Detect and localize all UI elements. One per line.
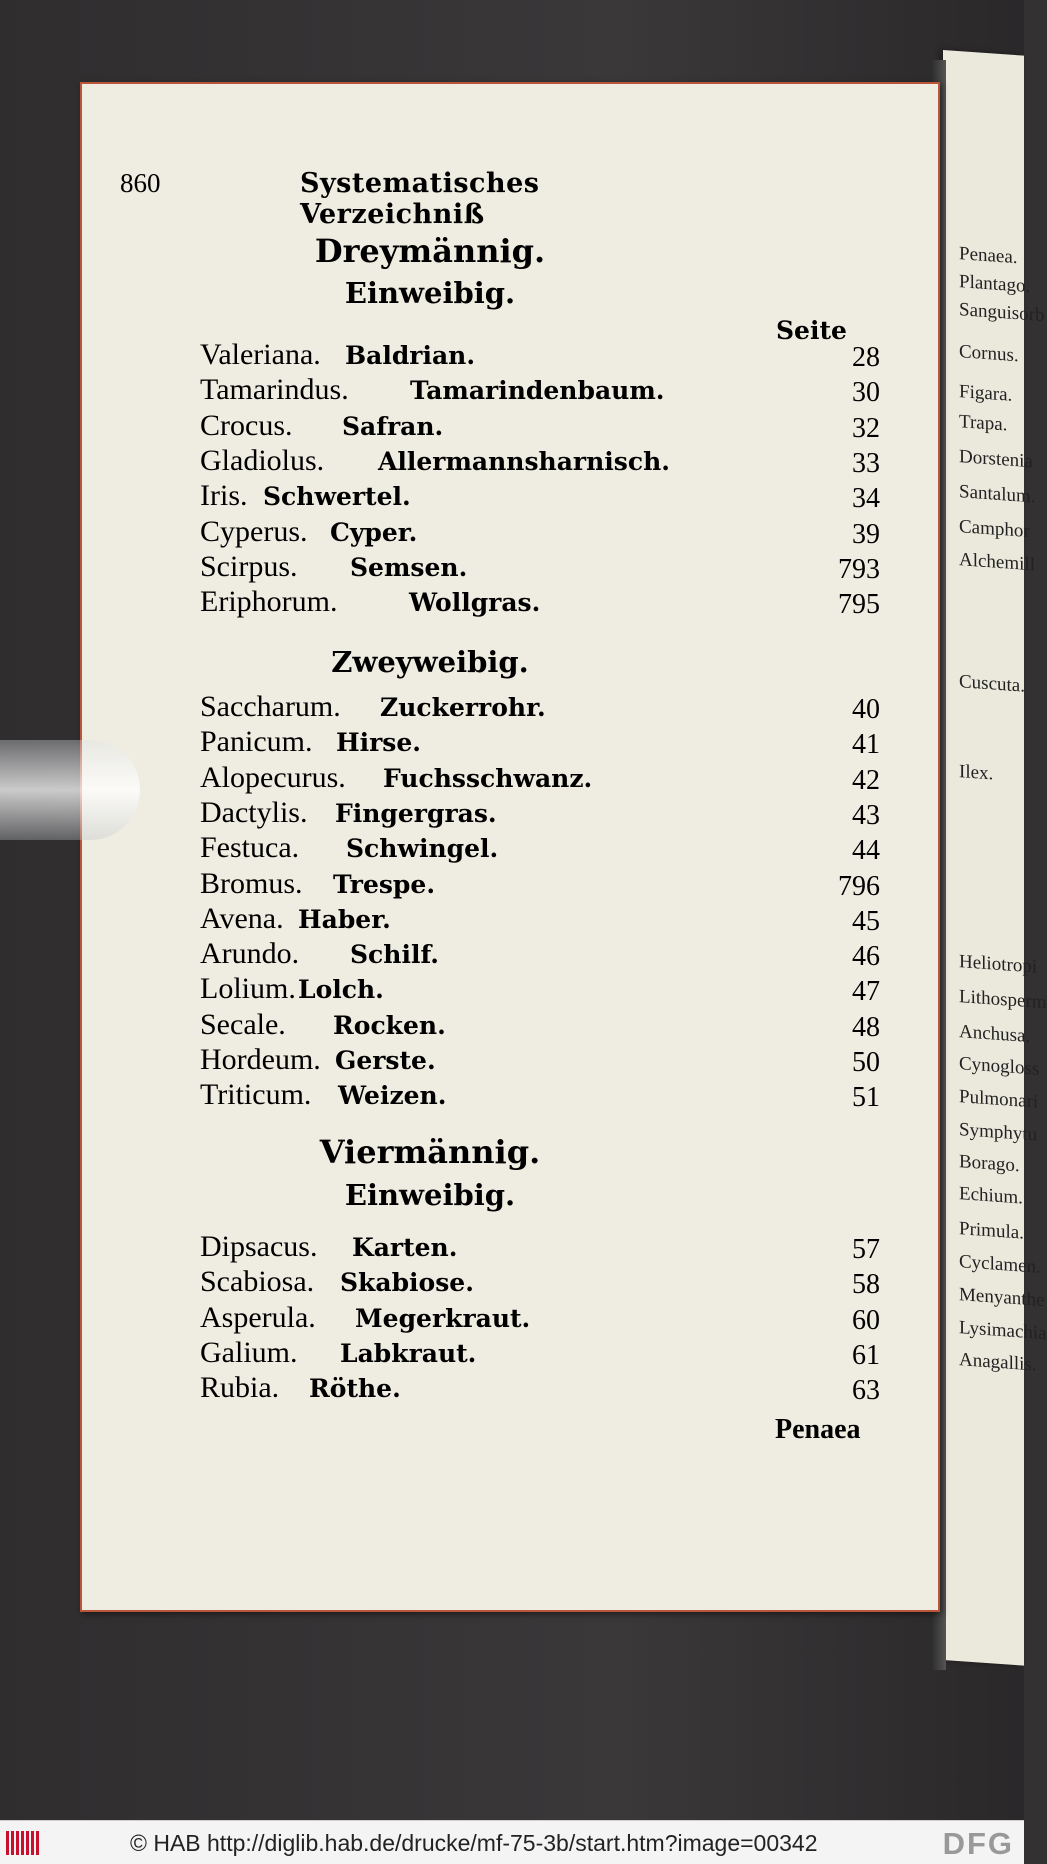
page-reference: 50	[852, 1047, 880, 1078]
catchword: Penaea	[775, 1414, 861, 1445]
index-entry	[200, 972, 880, 1006]
index-entry	[200, 867, 880, 901]
index-entry	[200, 1008, 880, 1042]
section-heading: Viermännig.	[319, 1133, 541, 1171]
index-entry	[200, 479, 880, 513]
facing-page-word: Sanguisorb	[959, 299, 1045, 327]
german-name: Fuchsschwanz.	[383, 763, 593, 793]
facing-page-word: Cuscuta.	[959, 671, 1025, 697]
facing-page-word: Anagallis.	[959, 1349, 1037, 1376]
page-reference: 795	[838, 589, 880, 621]
page-reference: 41	[852, 729, 880, 761]
german-name: Karten.	[352, 1233, 458, 1262]
page-reference: 44	[852, 835, 880, 867]
german-name: Wollgras.	[409, 588, 541, 618]
latin-name: Valeriana.	[200, 338, 321, 371]
latin-name: Galium.	[200, 1335, 298, 1369]
page-reference: 51	[852, 1082, 880, 1114]
latin-name: Saccharum.	[200, 690, 341, 723]
german-name: Fingergras.	[335, 798, 497, 828]
index-entry	[200, 444, 880, 478]
index-entry	[200, 902, 880, 936]
latin-name: Avena.	[200, 901, 284, 935]
latin-name: Cyperus.	[200, 514, 308, 548]
german-name: Skabiose.	[340, 1268, 474, 1298]
page-reference: 61	[852, 1339, 880, 1371]
german-name: Megerkraut.	[355, 1303, 531, 1333]
page-reference: 45	[852, 905, 880, 937]
page-reference: 57	[852, 1234, 880, 1265]
page-reference: 40	[852, 694, 880, 725]
index-entry	[200, 515, 880, 549]
latin-name: Gladiolus.	[200, 443, 325, 477]
latin-name: Iris.	[200, 479, 248, 513]
page-reference: 30	[852, 377, 880, 409]
page-reference: 34	[852, 483, 880, 515]
page-reference: 63	[852, 1375, 880, 1407]
facing-page-word: Lithosperm	[959, 986, 1047, 1014]
facing-page-word: Penaea.	[959, 243, 1018, 269]
latin-name: Bromus.	[200, 866, 303, 900]
page-reference: 43	[852, 799, 880, 831]
facing-page-word: Pulmonari	[959, 1086, 1039, 1113]
facing-page-word: Lysimachia	[959, 1317, 1047, 1345]
latin-name: Panicum.	[200, 725, 313, 759]
german-name: Labkraut.	[340, 1338, 477, 1368]
page-reference: 793	[838, 553, 880, 585]
latin-name: Crocus.	[200, 408, 293, 442]
facing-page-word: Plantago.	[959, 271, 1031, 298]
latin-name: Festuca.	[200, 831, 300, 865]
index-entry	[200, 550, 880, 584]
german-name: Hirse.	[336, 728, 421, 758]
index-entry	[200, 725, 880, 759]
index-entry	[200, 585, 880, 619]
latin-name: Eriphorum.	[200, 585, 338, 619]
german-name: Rocken.	[333, 1010, 446, 1040]
latin-name: Alopecurus.	[200, 760, 346, 794]
index-entry	[200, 937, 880, 971]
page-reference: 33	[852, 447, 880, 479]
page-reference: 32	[852, 412, 880, 444]
index-entry	[200, 1371, 880, 1405]
german-name: Allermannsharnisch.	[378, 446, 670, 476]
facing-page-word: Menyanthe	[959, 1284, 1045, 1312]
latin-name: Arundo.	[200, 937, 300, 971]
hab-logo-icon	[6, 1831, 46, 1855]
facing-page-word: Figara.	[959, 381, 1013, 406]
latin-name: Secale.	[200, 1007, 286, 1041]
german-name: Baldrian.	[345, 341, 476, 370]
latin-name: Dipsacus.	[200, 1230, 318, 1263]
page-reference: 46	[852, 941, 880, 973]
footer-bar	[0, 1820, 1024, 1864]
german-name: Schwertel.	[263, 482, 411, 512]
latin-name: Scirpus.	[200, 549, 298, 583]
german-name: Lolch.	[298, 975, 384, 1005]
footer-credit-link[interactable]: © HAB http://diglib.hab.de/drucke/mf-75-3b/start.htm?image=00342	[130, 1830, 818, 1856]
page-header	[120, 168, 705, 230]
latin-name: Tamarindus.	[200, 373, 349, 407]
latin-name: Hordeum.	[200, 1043, 321, 1076]
page-reference: 58	[852, 1269, 880, 1301]
facing-page-word: Santalum.	[959, 481, 1036, 508]
page-reference: 28	[852, 342, 880, 373]
latin-name: Dactylis.	[200, 795, 308, 829]
facing-page-word: Heliotropi	[959, 951, 1038, 978]
facing-page-word: Echium.	[959, 1183, 1023, 1209]
page-reference: 796	[838, 870, 880, 902]
index-entry	[200, 1301, 880, 1335]
scanner-thumb-artifact	[0, 740, 140, 840]
running-title: Systematisches Verzeichniß	[300, 168, 540, 230]
latin-name: Lolium.	[200, 972, 296, 1006]
german-name: Tamarindenbaum.	[410, 376, 665, 406]
index-entry	[200, 1336, 880, 1370]
facing-page-word: Camphor	[959, 516, 1030, 543]
index-entry	[200, 690, 880, 724]
index-entry	[200, 796, 880, 830]
page-reference: 42	[852, 764, 880, 796]
facing-page-word: Trapa.	[959, 411, 1008, 436]
german-name: Semsen.	[350, 552, 468, 582]
german-name: Haber.	[298, 904, 391, 934]
facing-page-word: Dorstenia	[959, 446, 1033, 473]
dfg-logo: DFG	[942, 1826, 1014, 1861]
latin-name: Rubia.	[200, 1371, 280, 1405]
facing-page-word: Borago.	[959, 1151, 1020, 1177]
german-name: Schilf.	[350, 940, 440, 970]
facing-page	[943, 50, 1047, 1666]
index-entry	[200, 1078, 880, 1112]
german-name: Schwingel.	[346, 834, 499, 864]
index-entry	[200, 1230, 880, 1264]
page-reference: 47	[852, 976, 880, 1008]
index-entry	[200, 1265, 880, 1299]
german-name: Gerste.	[335, 1046, 436, 1075]
facing-page-word: Cornus.	[959, 341, 1019, 367]
facing-page-word: Ilex.	[959, 761, 994, 785]
german-name: Safran.	[342, 411, 444, 441]
index-entry	[200, 831, 880, 865]
column-header-seite: Seite	[776, 316, 847, 345]
page-reference: 60	[852, 1304, 880, 1336]
section-subheading: Einweibig.	[344, 1178, 516, 1212]
section-heading: Dreymännig.	[314, 232, 546, 270]
facing-page-word: Symphytu	[959, 1119, 1038, 1146]
facing-page-word: Alchemill	[959, 549, 1035, 576]
facing-page-word: Cyclamen.	[959, 1251, 1041, 1278]
german-name: Cyper.	[330, 517, 418, 547]
page-reference: 39	[852, 518, 880, 550]
section-subheading: Einweibig.	[344, 276, 516, 310]
facing-page-word: Primula.	[959, 1218, 1024, 1244]
latin-name: Scabiosa.	[200, 1265, 315, 1299]
german-name: Zuckerrohr.	[380, 693, 546, 722]
german-name: Röthe.	[309, 1374, 401, 1404]
index-entry	[200, 409, 880, 443]
latin-name: Triticum.	[200, 1078, 312, 1112]
index-entry	[200, 761, 880, 795]
page-number: 860	[120, 168, 161, 198]
index-entry	[200, 1043, 880, 1077]
german-name: Weizen.	[338, 1081, 447, 1111]
facing-page-word: Cynogloss	[959, 1053, 1040, 1080]
latin-name: Asperula.	[200, 1300, 316, 1334]
index-entry	[200, 373, 880, 407]
section-subheading: Zweyweibig.	[331, 645, 529, 679]
german-name: Trespe.	[333, 869, 436, 899]
facing-page-word: Anchusa.	[959, 1021, 1031, 1048]
index-entry	[200, 338, 880, 372]
page-reference: 48	[852, 1011, 880, 1043]
